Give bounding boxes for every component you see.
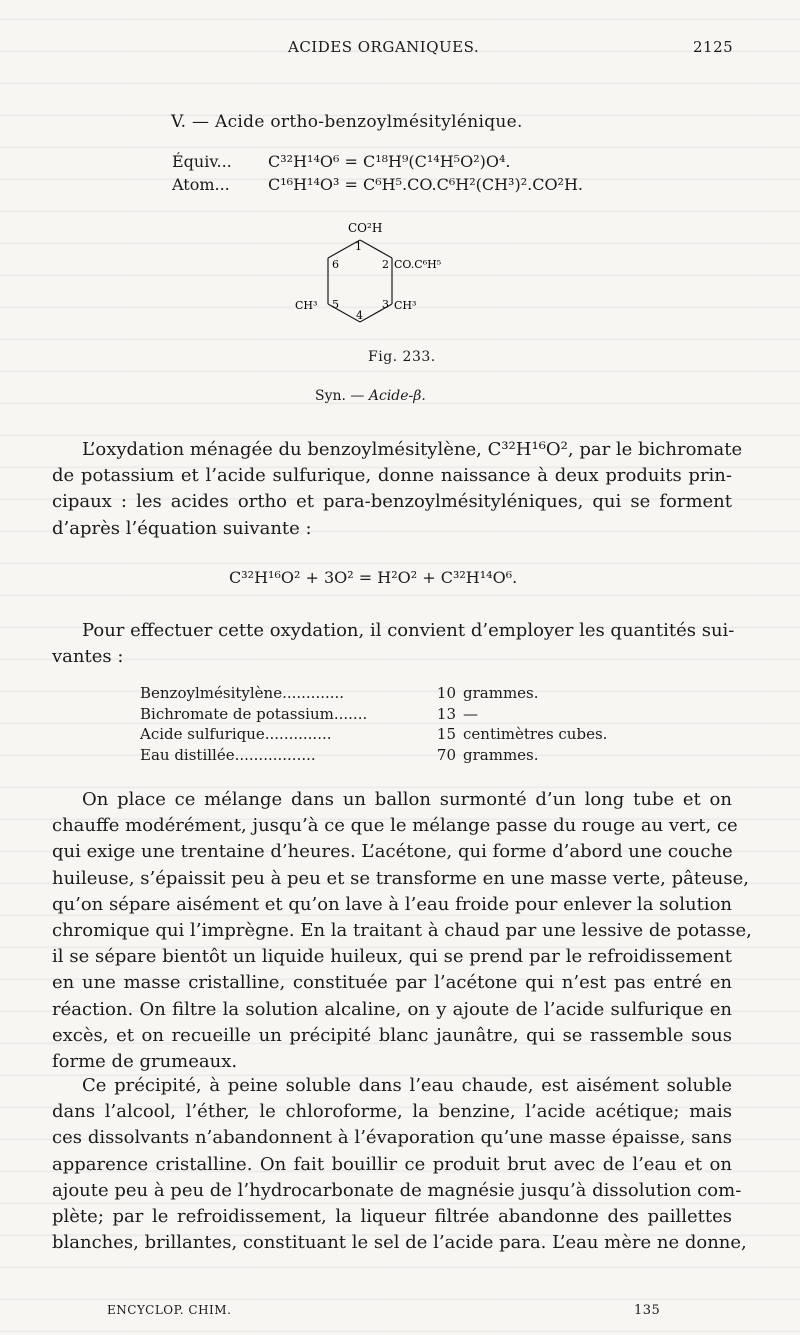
- reagent-unit: —: [463, 704, 478, 723]
- paragraph-line: réaction. On filtre la solution alcaline, on y ajoute de l’acide sulfurique en: [52, 998, 732, 1020]
- paragraph-line: qu’on sépare aisément et qu’on lave à l’eau froide pour enlever la solution: [52, 893, 732, 915]
- reagent-name: Benzoylmésitylène.............: [140, 684, 345, 702]
- paragraph-line: excès, et on recueille un précipité blanc jaunâtre, qui se rassemble sous: [52, 1024, 732, 1046]
- reagent-amount: 10: [436, 684, 456, 702]
- reagent-amount: 13: [436, 704, 456, 723]
- methyl-group-right-label: CH³: [394, 299, 417, 312]
- paragraph-line: ces dissolvants n’abandonnent à l’évaporation qu’une masse épaisse, sans: [52, 1127, 732, 1149]
- paragraph-line: chromique qui l’imprègne. En la traitant à chaud par une lessive de potasse,: [52, 919, 752, 941]
- equiv-formula: C³²H¹⁴O⁶ = C¹⁸H⁹(C¹⁴H⁵O²)O⁴.: [268, 152, 511, 171]
- paragraph-2: [52, 618, 735, 670]
- paragraph-line: en une masse cristalline, constituée par l’acétone qui n’est pas entré en: [52, 972, 732, 994]
- paragraph-line: ajoute peu à peu de l’hydrocarbonate de magnésie jusqu’à dissolution com-: [52, 1179, 742, 1201]
- atom-formula-row: [172, 175, 583, 194]
- page-number: 2125: [693, 38, 734, 56]
- paragraph-line: blanches, brillantes, constituant le sel de l’acide para. L’eau mère ne donne,: [52, 1232, 747, 1254]
- equiv-formula-row: [172, 152, 510, 171]
- paragraph-line: il se sépare bientôt un liquide huileux, qui se prend par le refroidissement: [52, 946, 732, 968]
- equiv-label: Équiv...: [172, 152, 232, 171]
- atom-formula: C¹⁶H¹⁴O³ = C⁶H⁵.CO.C⁶H²(CH³)².CO²H.: [268, 175, 584, 194]
- paragraph-line: forme de grumeaux.: [52, 1050, 238, 1072]
- reagent-amount: 15: [436, 725, 456, 743]
- methyl-group-left-label: CH³: [295, 299, 318, 312]
- footer-signature: ENCYCLOP. CHIM.: [107, 1303, 232, 1317]
- reagent-name: Eau distillée.................: [140, 745, 316, 764]
- paragraph-line: On place ce mélange dans un ballon surmonté d’un long tube et on: [82, 789, 732, 810]
- paragraph-line: chauffe modérément, jusqu’à ce que le mélange passe du rouge au vert, ce: [52, 815, 738, 837]
- paragraph-line: plète; par le refroidissement, la liqueur filtrée abandonne des paillettes: [52, 1205, 732, 1227]
- carboxyl-group-label: CO²H: [348, 221, 383, 235]
- position-1-label: 1: [355, 240, 362, 253]
- position-4-label: 4: [356, 309, 363, 322]
- paragraph-line: de potassium et l’acide sulfurique, donne naissance à deux produits prin-: [52, 465, 732, 487]
- paragraph-line: dans l’alcool, l’éther, le chloroforme, la benzine, l’acide acétique; mais: [52, 1101, 732, 1123]
- synonym-prefix: Syn. —: [315, 388, 369, 404]
- paragraph-line: qui exige une trentaine d’heures. L’acétone, qui forme d’abord une couche: [52, 841, 733, 863]
- reaction-equation: C³²H¹⁶O² + 3O² = H²O² + C³²H¹⁴O⁶.: [229, 568, 518, 587]
- benzene-ring-structure: [290, 218, 442, 338]
- paragraph-3: [52, 787, 752, 1075]
- paragraph-line: huileuse, s’épaissit peu à peu et se transforme en une masse verte, pâteuse,: [52, 867, 749, 889]
- paragraph-line: cipaux : les acides ortho et para-benzoylmésityléniques, qui se forment: [52, 491, 732, 513]
- position-3-label: 3: [382, 298, 389, 311]
- paragraph-line: apparence cristalline. On fait bouillir ce produit brut avec de l’eau et on: [52, 1153, 732, 1175]
- paragraph-line: vantes :: [52, 646, 124, 668]
- section-title: V. — Acide ortho-benzoylmésitylénique.: [171, 112, 523, 132]
- running-header-title: ACIDES ORGANIQUES.: [288, 38, 480, 56]
- position-5-label: 5: [332, 298, 339, 311]
- paragraph-line: Pour effectuer cette oxydation, il convient d’employer les quantités sui-: [82, 620, 735, 641]
- reagent-unit: centimètres cubes.: [463, 725, 608, 743]
- paragraph-line: L’oxydation ménagée du benzoylmésitylène, C³²H¹⁶O², par le bichromate: [82, 439, 743, 460]
- position-6-label: 6: [332, 258, 339, 271]
- paragraph-1: [52, 437, 743, 542]
- position-2-label: 2: [382, 258, 389, 271]
- synonym-line: [315, 388, 426, 404]
- synonym-value: Acide-β.: [368, 388, 426, 404]
- reagent-name: Bichromate de potassium.......: [140, 704, 368, 723]
- benzoyl-group-label: CO.C⁶H⁵: [394, 258, 442, 271]
- figure-caption: Fig. 233.: [368, 349, 436, 365]
- paragraph-4: [52, 1073, 747, 1256]
- paragraph-line: Ce précipité, à peine soluble dans l’eau chaude, est aisément soluble: [82, 1075, 732, 1096]
- reagent-amount: 70: [436, 745, 456, 764]
- reagent-unit: grammes.: [463, 745, 539, 764]
- reagent-name: Acide sulfurique..............: [140, 725, 332, 743]
- atom-label: Atom...: [172, 175, 230, 194]
- reagent-unit: grammes.: [463, 684, 539, 702]
- paragraph-line: d’après l’équation suivante :: [52, 517, 312, 539]
- footer-number: 135: [634, 1303, 661, 1318]
